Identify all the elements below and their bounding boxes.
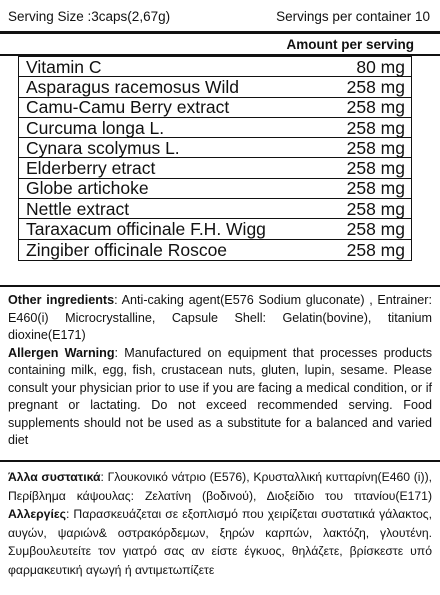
serving-info-row — [0, 2, 440, 30]
greek-allergen-text: : Παρασκευάζεται σε εξοπλισμό που χειρίζεται συστατικά γάλακτος, αυγών, ψαριών& οστρακόρδεμων, ξηρών καρπών, λακτόζη, γλουτένη. Συμβουλευτείτε τον γιατρό σας αν είστε έγκυος, θηλάζετε, βρίσκεστε υπό φαρμακευτική αγωγή ή αντιμετωπίζετε — [8, 507, 432, 577]
nutrient-row — [19, 138, 411, 158]
nutrient-amount: 258 mg — [346, 117, 405, 138]
nutrient-amount: 258 mg — [346, 198, 405, 219]
nutrient-name: Vitamin C — [26, 56, 102, 77]
nutrient-row — [19, 57, 411, 77]
nutrient-row — [19, 98, 411, 118]
nutrient-name: Asparagus racemosus Wild — [26, 76, 239, 97]
greek-ingredients-text: : Γλουκονικό νάτριο (E576), Κρυσταλλική κυτταρίνη(E460 (i)), Περίβλημα κάψουλας: Ζελατίνη (βοδινού), Διοξείδιο του τιτανίου(E171) — [8, 470, 433, 503]
nutrient-amount: 258 mg — [346, 97, 405, 118]
allergen-warning-label: Allergen Warning — [8, 345, 115, 360]
nutrient-amount: 258 mg — [346, 239, 405, 260]
servings-per-container: Servings per container 10 — [276, 8, 430, 24]
nutrient-name: Curcuma longa L. — [26, 117, 165, 138]
nutrient-amount: 258 mg — [346, 219, 405, 240]
greek-ingredients-label: Άλλα συστατικά — [8, 470, 101, 484]
nutrient-name: Nettle extract — [26, 198, 130, 219]
other-ingredients-text: : Anti-caking agent(E576 Sodium gluconate) , Entrainer: E460(i) Microcrystalline, Capsule Shell: Gelatin(bovine), titanium dioxine(E171) — [8, 293, 432, 342]
nutrient-row — [19, 240, 411, 260]
allergen-warning-text: : Manufactured on equipment that processes products containing milk, egg, fish, crustacean nuts, gluten, lupin, sesame. Please consult your physician prior to use if you are facing a medical condition, or if pregnant or lactating. Do not exceed recommended serving. Food supplements should not be used as a substitute for a balanced and varied diet — [8, 345, 432, 447]
other-ingredients-paragraph — [8, 292, 432, 345]
greek-ingredients-paragraph — [8, 468, 432, 580]
nutrient-row — [19, 179, 411, 199]
divider-above-ingredients — [0, 285, 440, 287]
nutrient-amount: 258 mg — [346, 76, 405, 97]
divider-above-greek — [0, 460, 440, 462]
nutrient-row — [19, 77, 411, 97]
thick-divider-top — [0, 31, 440, 34]
nutrient-amount: 258 mg — [346, 158, 405, 179]
english-info-block — [8, 292, 432, 450]
other-ingredients-label: Other ingredients — [8, 293, 115, 307]
nutrient-name: Globe artichoke — [26, 178, 149, 199]
nutrient-row — [19, 219, 411, 239]
greek-allergen-label: Αλλεργίες — [8, 507, 66, 522]
serving-size: Serving Size :3caps(2,67g) — [8, 8, 171, 24]
nutrient-name: Cynara scolymus L. — [26, 137, 180, 158]
nutrient-amount: 80 mg — [356, 56, 405, 77]
nutrient-name: Taraxacum officinale F.H. Wigg — [26, 219, 266, 240]
amount-per-serving-header: Amount per serving — [286, 37, 414, 52]
nutrient-row — [19, 118, 411, 138]
nutrient-amount: 258 mg — [346, 137, 405, 158]
allergen-warning-paragraph — [8, 345, 432, 450]
nutrient-row — [19, 199, 411, 219]
nutrient-amount: 258 mg — [346, 178, 405, 199]
nutrient-row — [19, 158, 411, 178]
nutrient-name: Zingiber officinale Roscoe — [26, 239, 228, 260]
nutrient-name: Elderberry etract — [26, 158, 156, 179]
nutrient-name: Camu-Camu Berry extract — [26, 97, 230, 118]
nutrient-table — [18, 56, 412, 261]
greek-info-block — [8, 468, 432, 580]
